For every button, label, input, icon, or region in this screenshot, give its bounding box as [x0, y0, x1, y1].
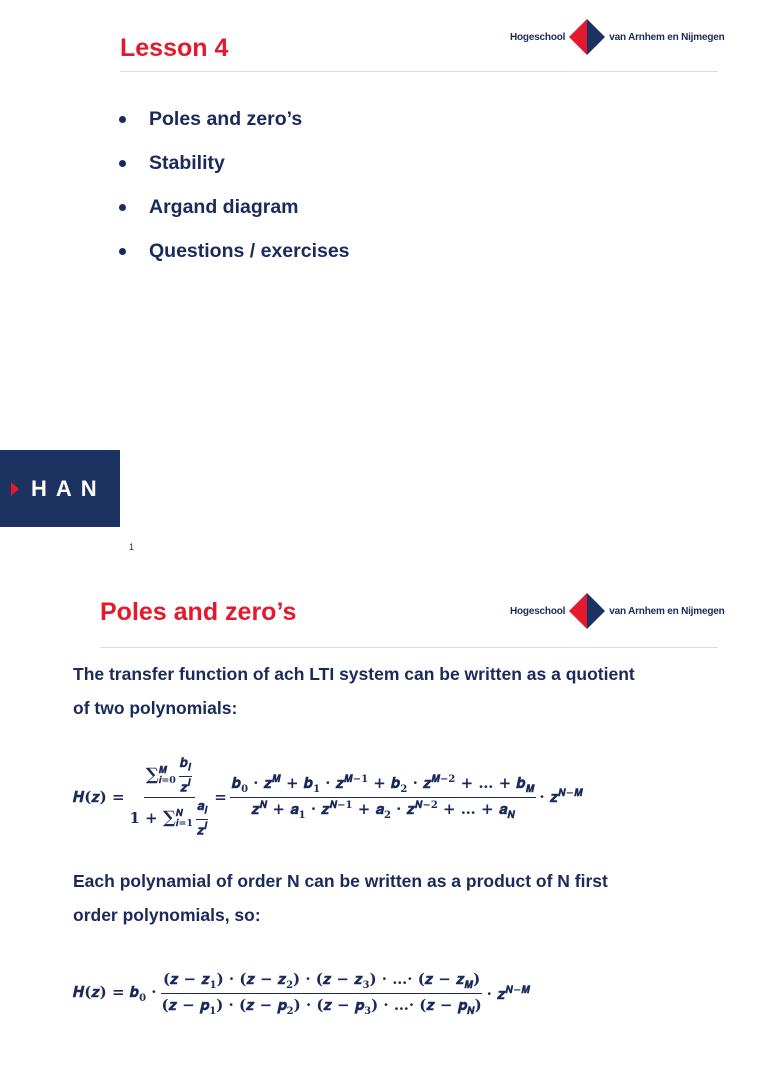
diamond-logo-icon	[569, 593, 605, 629]
bullet-item: Argand diagram	[118, 194, 350, 238]
bullet-list	[118, 106, 350, 282]
paragraph-line: order polynomials, so:	[73, 905, 261, 925]
bullet-item: Questions / exercises	[118, 238, 350, 282]
slide-2	[0, 565, 768, 1077]
han-logo	[510, 593, 725, 629]
slide-1	[0, 0, 768, 512]
slide-title: Poles and zero’s	[100, 598, 297, 626]
transfer-function-equation: 𝑯(𝒛) = ∑ 𝑴 𝒊=𝟎 $\frac{𝒃_𝒊}{𝒛^𝒊}$ 𝟏 + ∑ 𝑵 𝒊=𝟏 $\frac{𝒂_𝒊}{𝒛^𝒊}$ = $\frac{𝒃_𝟎 \cdot 𝒛^𝑴 + 𝒃_𝟏 \cdot 𝒛^{𝑴-𝟏} + 𝒃_𝟐 \cdot 𝒛^{𝑴-𝟐} + \dots + 𝒃_𝑴}{𝒛^𝑵 + 𝒂_𝟏 \cdot 𝒛^{𝑵-𝟏} + 𝒂_𝟐 \cdot 𝒛^{𝑵-𝟐} + \dots + 𝒂_𝑵}$ · 𝒛$^{𝑵-𝑴}$	[73, 756, 583, 838]
paragraph-line: of two polynomials:	[73, 698, 238, 718]
bullet-item: Stability	[118, 150, 350, 194]
intro-paragraph	[73, 657, 635, 725]
page-number: 1	[129, 542, 135, 552]
factored-equation: 𝑯(𝒛) = 𝒃$_𝟎$ · $\frac{(𝒛 - 𝒛_𝟏) \cdot (𝒛 - 𝒛_𝟐) \cdot (𝒛 - 𝒛_𝟑) \cdot \dots\cdot (𝒛 - 𝒛_𝑴)}{(𝒛 - 𝒑_𝟏) \cdot (𝒛 - 𝒑_𝟐) \cdot (𝒛 - 𝒑_𝟑) \cdot \dots\cdot (𝒛 - 𝒑_𝑵)}$ · 𝒛$^{𝑵-𝑴}$	[73, 970, 531, 1017]
arrow-icon	[11, 482, 19, 496]
slide-title: Lesson 4	[120, 34, 229, 62]
han-logo	[510, 19, 725, 55]
han-badge-text: HAN	[31, 475, 106, 501]
paragraph-line: Each polynamial of order N can be written as a product of N first	[73, 871, 608, 891]
logo-text-left: Hogeschool	[510, 605, 566, 617]
bullet-item: Poles and zero’s	[118, 106, 350, 150]
divider	[100, 647, 718, 648]
factor-paragraph	[73, 864, 608, 932]
divider	[120, 71, 718, 72]
logo-text-right: van Arnhem en Nijmegen	[609, 31, 725, 43]
paragraph-line: The transfer function of ach LTI system can be written as a quotient	[73, 664, 635, 684]
logo-text-left: Hogeschool	[510, 31, 566, 43]
diamond-logo-icon	[569, 19, 605, 55]
logo-text-right: van Arnhem en Nijmegen	[609, 605, 725, 617]
han-badge	[0, 450, 120, 527]
